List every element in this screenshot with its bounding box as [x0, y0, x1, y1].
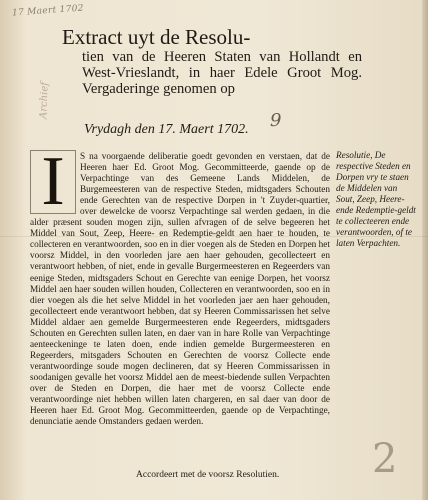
resolution-date: Vrydagh den 17. Maert 1702. — [84, 122, 249, 137]
dropcap-spacer — [30, 143, 80, 220]
document-title: Extract uyt de Resolu- — [62, 25, 251, 49]
margin-note: Resolutie, De respective Steden en Dorpen vry te staen de Middelen van Sout, Zeep, Heere-ende Redemptie-geldt te collecteeren ende verantwoorden, of te laten Verpachten. — [336, 150, 416, 248]
document-subtitle: tien van de Heeren Staten van Hollandt en West-Vrieslandt, in haer Edele Groot Mog. Vergaderinge genomen op — [82, 49, 362, 97]
handwritten-number: 9 — [270, 110, 282, 131]
heading-block — [62, 26, 362, 97]
handwritten-date-note: 17 Maert 1702 — [11, 3, 85, 19]
archive-stamp: Archief — [38, 81, 51, 120]
body-text: S na voorgaende deliberatie goedt gevonden en verstaen, dat de Heeren haer Ed. Groot Mog. Gecommitteerde, gaende op de Verpachtinge van des Gemeene Lands Middelen, de Burgemeesteren van de respective Steden, midtsgaders Schouten ende Gerechten van de respective Dorpen in 't Zuyder-quartier, over dewelcke de voorsz Verpachtinge sal werden gedaen, in die alder præsent souden mogen zijn, sullen afvragen of de selve begeeren het Middel van Sout, Zeep, Heere- en Redemptie-geldt aen haer te houden, te collecteren en verantwoorden, soo en in dier voegen als de Steden en Dorpen het voorsz Middel, in den voorleden jare aen haer gehouden, gecollecteert en verantwoort hebben, of niet, ende in gevalle Burgermeesteren en Regeerders van eenige Steden, midtsgaders Schout en Gerechte van eenige Dorpen, het voorsz Middel aen haer souden willen houden, Collecteren en verantwoorden, soo en in dier voegen als die het selve Middel in het voorleden jaer aen haer gehouden, gecollecteert ende verantwoort hebben, dat sy Heeren Commissarissen het selve Middel aldaer aen gemelde Burgermeesteren ende Regeerders, midtsgaders Schouten en Gerechten sullen laten, en daer van in hare Rolle van Verpachtinge aenteeckeninge te laten doen, ende indien gemelde Burgermeesteren en Regeerders, mitsgaders Schouten en Gerechten de voorsz Collecte ende verantwoordinge soude mogen declineren, dat sy Heeren Commissarissen in soodanigen gevalle het voorsz Middel aen de meest-biedende sullen Verpachten over de Steden en Dorpen, die haer met de voorsz Collecte ende verantwoordinge niet hebben willen laten chargeren, en sal daer van door de Heeren haer Ed. Groot Mog. Gecommitteerden, gaende op de Verpachtinge, denunciatie aende Omstanders gedaen werden. — [30, 152, 330, 428]
closing-line: Accordeert met de voorsz Resolutien. — [136, 470, 280, 480]
body-paragraph — [30, 143, 330, 428]
dropcap-letter: I — [41, 143, 65, 220]
handwritten-mark: 2 — [372, 436, 398, 482]
page-edge — [422, 0, 428, 500]
